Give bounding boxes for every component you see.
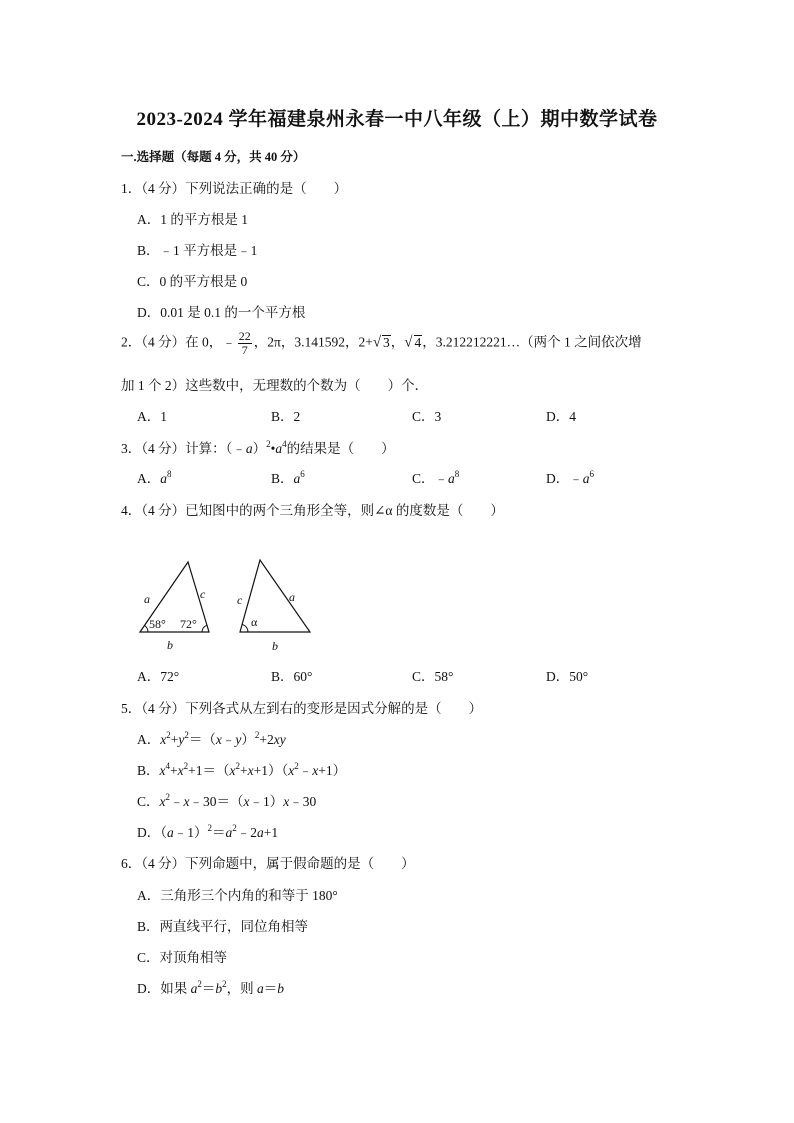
question-3-option-c: C．$﹣a^8$	[412, 469, 460, 486]
angle-arc	[242, 624, 248, 632]
question-5-option-c: C．$x^2﹣x﹣30=(x﹣1)x﹣30$	[137, 792, 317, 809]
question-2-option-d: D．4	[546, 409, 576, 424]
question-4-option-a: A．72°	[137, 669, 180, 684]
question-4-stem: 4．（4 分）已知图中的两个三角形全等，则∠α 的度数是（ ）	[121, 503, 504, 518]
question-1-option-d: D．0.01 是 0.1 的一个平方根	[137, 305, 306, 320]
question-6-option-b: B．两直线平行，同位角相等	[137, 919, 309, 934]
triangle-1	[140, 562, 209, 652]
question-2-option-a: A．1	[137, 409, 167, 424]
side-label: b	[167, 638, 173, 652]
angle-arc	[145, 626, 149, 633]
question-6-stem: 6．（4 分）下列命题中，属于假命题的是（ ）	[121, 856, 415, 871]
question-4-option-b: B．60°	[271, 669, 313, 684]
question-5-option-d: D．$(a﹣1)^2=a^2﹣2a+1$	[137, 823, 279, 840]
side-label: b	[272, 639, 278, 653]
question-3-option-d: D．$﹣a^6$	[546, 469, 594, 486]
section-heading: 一.选择题（每题 4 分，共 40 分）	[121, 150, 306, 164]
fraction: $\frac{22}{7}$	[238, 329, 251, 357]
question-3-option-a: A．$a^8$	[137, 469, 172, 486]
question-1-option-a: A．1 的平方根是 1	[137, 212, 248, 227]
question-2-option-b: B．2	[271, 409, 301, 424]
question-6-option-a: A．三角形三个内角的和等于 180°	[137, 888, 338, 903]
question-5-option-b: B．$x^4+x^2+1=(x^2+x+1)(x^2﹣x+1)$	[137, 761, 347, 778]
question-6-option-d: D．如果 $a^2=b^2$，则 a＝b	[137, 979, 284, 996]
side-label: a	[289, 590, 295, 604]
angle-arc	[202, 625, 207, 632]
question-1-option-c: C．0 的平方根是 0	[137, 274, 248, 289]
angle-label: 72°	[180, 617, 197, 631]
radical-icon: √	[404, 334, 413, 351]
exam-title: 2023-2024 学年福建泉州永春一中八年级（上）期中数学试卷	[136, 109, 658, 130]
question-1-stem: 1．（4 分）下列说法正确的是（ ）	[121, 181, 348, 196]
side-label: c	[237, 593, 243, 607]
question-1-option-b: B．﹣1 平方根是﹣1	[137, 243, 258, 258]
question-4-option-d: D．50°	[546, 669, 589, 684]
angle-label: 58°	[149, 617, 166, 631]
angle-label: α	[251, 615, 258, 629]
question-3-stem: 3．（4 分）计算：$(﹣a)^2•a^4$的结果是（ ）	[121, 439, 395, 456]
question-2-stem: 2．（4 分）在 0，﹣ $\frac{22}{7}$ ，2π，3.141592，2+√ 3，√ 4，3.212212221…（两个 1 之间依次增	[121, 329, 642, 357]
question-4-option-c: C．58°	[412, 669, 454, 684]
question-5-option-a: A．$x^2+y^2=(x﹣y)^2+2xy$	[137, 730, 286, 747]
question-2-option-c: C．3	[412, 409, 442, 424]
triangle-2	[237, 560, 310, 653]
radical-icon: √	[372, 334, 382, 351]
side-label: a	[144, 592, 150, 606]
question-2-stem-cont: 加 1 个 2）这些数中，无理数的个数为（ ）个．	[121, 378, 429, 393]
question-3-option-b: B．$a^6$	[271, 469, 305, 486]
question-6-option-c: C．对顶角相等	[137, 950, 228, 965]
congruent-triangles-figure	[130, 548, 330, 660]
side-label: c	[200, 587, 206, 601]
question-5-stem: 5．（4 分）下列各式从左到右的变形是因式分解的是（ ）	[121, 701, 483, 716]
